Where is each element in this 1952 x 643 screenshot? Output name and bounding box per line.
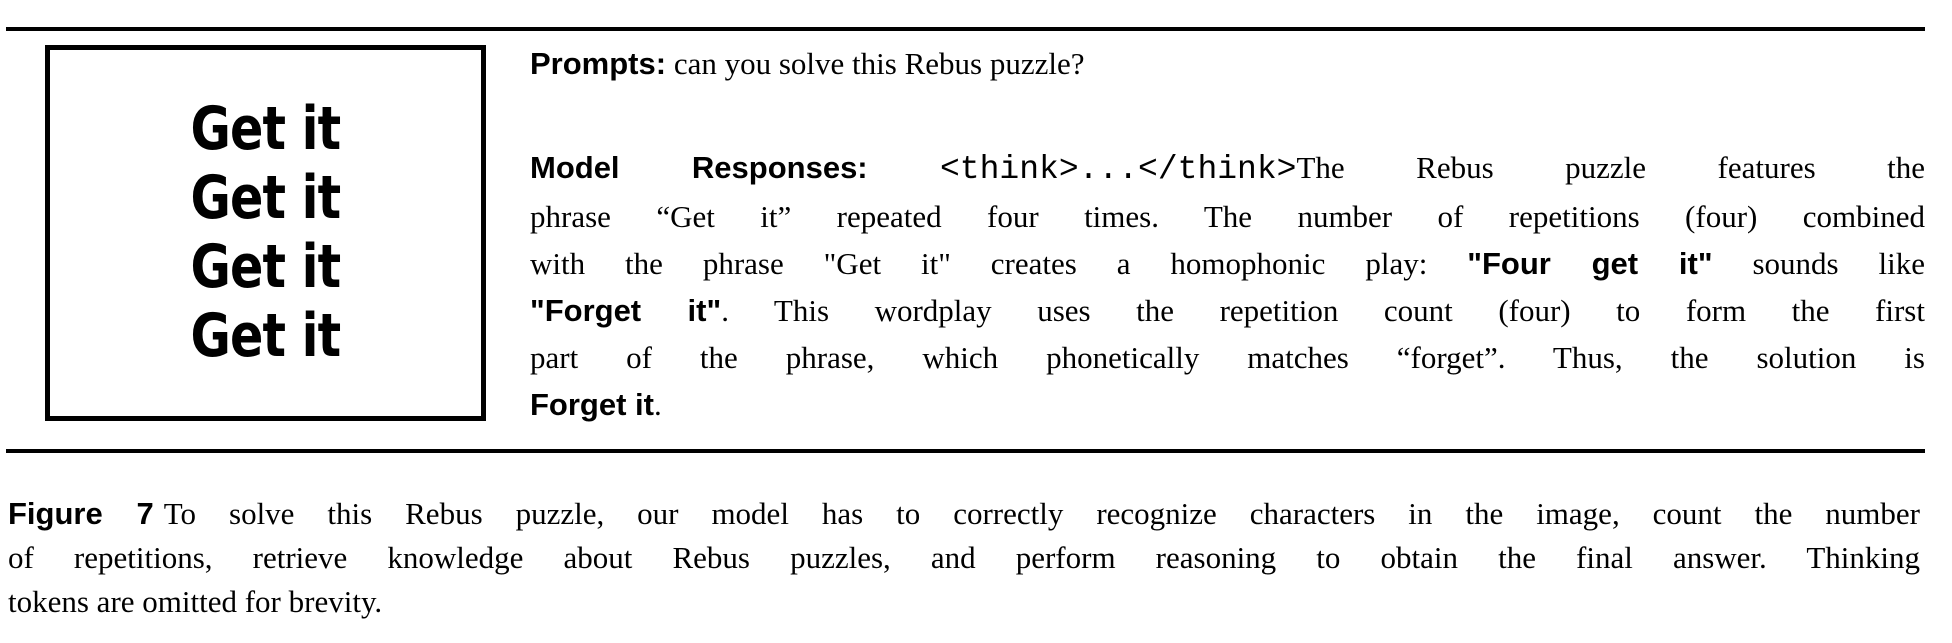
caption-text: To solve this Rebus puzzle, our model has to correctly recognize characters in the image, count the number bbox=[163, 496, 1920, 531]
prompt-line bbox=[530, 40, 1925, 87]
bottom-rule bbox=[6, 449, 1925, 453]
response-line bbox=[530, 334, 1925, 381]
prompts-label: Prompts: bbox=[530, 46, 667, 81]
response-text: . bbox=[654, 387, 662, 422]
figure-label: Figure 7 bbox=[8, 496, 154, 531]
response-text: sounds like bbox=[1712, 246, 1925, 281]
rebus-puzzle-text bbox=[191, 95, 341, 371]
figure-caption bbox=[8, 492, 1920, 624]
response-line bbox=[530, 144, 1925, 193]
response-line bbox=[530, 240, 1925, 287]
response-text: phrase “Get it” repeated four times. The number of repetitions (four) combined bbox=[530, 199, 1925, 234]
caption-line bbox=[8, 580, 1920, 624]
response-text: with the phrase "Get it" creates a homophonic play: bbox=[530, 246, 1468, 281]
top-rule bbox=[6, 27, 1925, 31]
forget-it-bold: "Forget it" bbox=[530, 293, 722, 328]
response-text: . This wordplay uses the repetition count (four) to form the first bbox=[721, 293, 1925, 328]
caption-line bbox=[8, 492, 1920, 536]
rebus-puzzle-image bbox=[45, 45, 486, 421]
puzzle-word: Get it bbox=[190, 163, 341, 233]
caption-text: of repetitions, retrieve knowledge about Rebus puzzles, and perform reasoning to obtain the final answer. Thinking bbox=[8, 540, 1920, 575]
forget-it-answer: Forget it bbox=[530, 387, 654, 422]
puzzle-word: Get it bbox=[190, 232, 341, 302]
four-get-it-bold: "Four get it" bbox=[1467, 246, 1713, 281]
response-text: The Rebus puzzle features the bbox=[1296, 150, 1926, 185]
response-line bbox=[530, 287, 1925, 334]
puzzle-word: Get it bbox=[190, 94, 341, 164]
response-line bbox=[530, 381, 1925, 428]
prompt-text: can you solve this Rebus puzzle? bbox=[666, 46, 1085, 81]
response-text: part of the phrase, which phonetically matches “forget”. Thus, the solution is bbox=[530, 340, 1925, 375]
model-responses-label: Model Responses: bbox=[530, 150, 940, 185]
response-line bbox=[530, 193, 1925, 240]
caption-line bbox=[8, 536, 1920, 580]
puzzle-word: Get it bbox=[190, 301, 341, 371]
model-response-paragraph bbox=[530, 144, 1925, 428]
think-token: <think>...</think> bbox=[940, 151, 1297, 188]
caption-text: tokens are omitted for brevity. bbox=[8, 584, 383, 619]
